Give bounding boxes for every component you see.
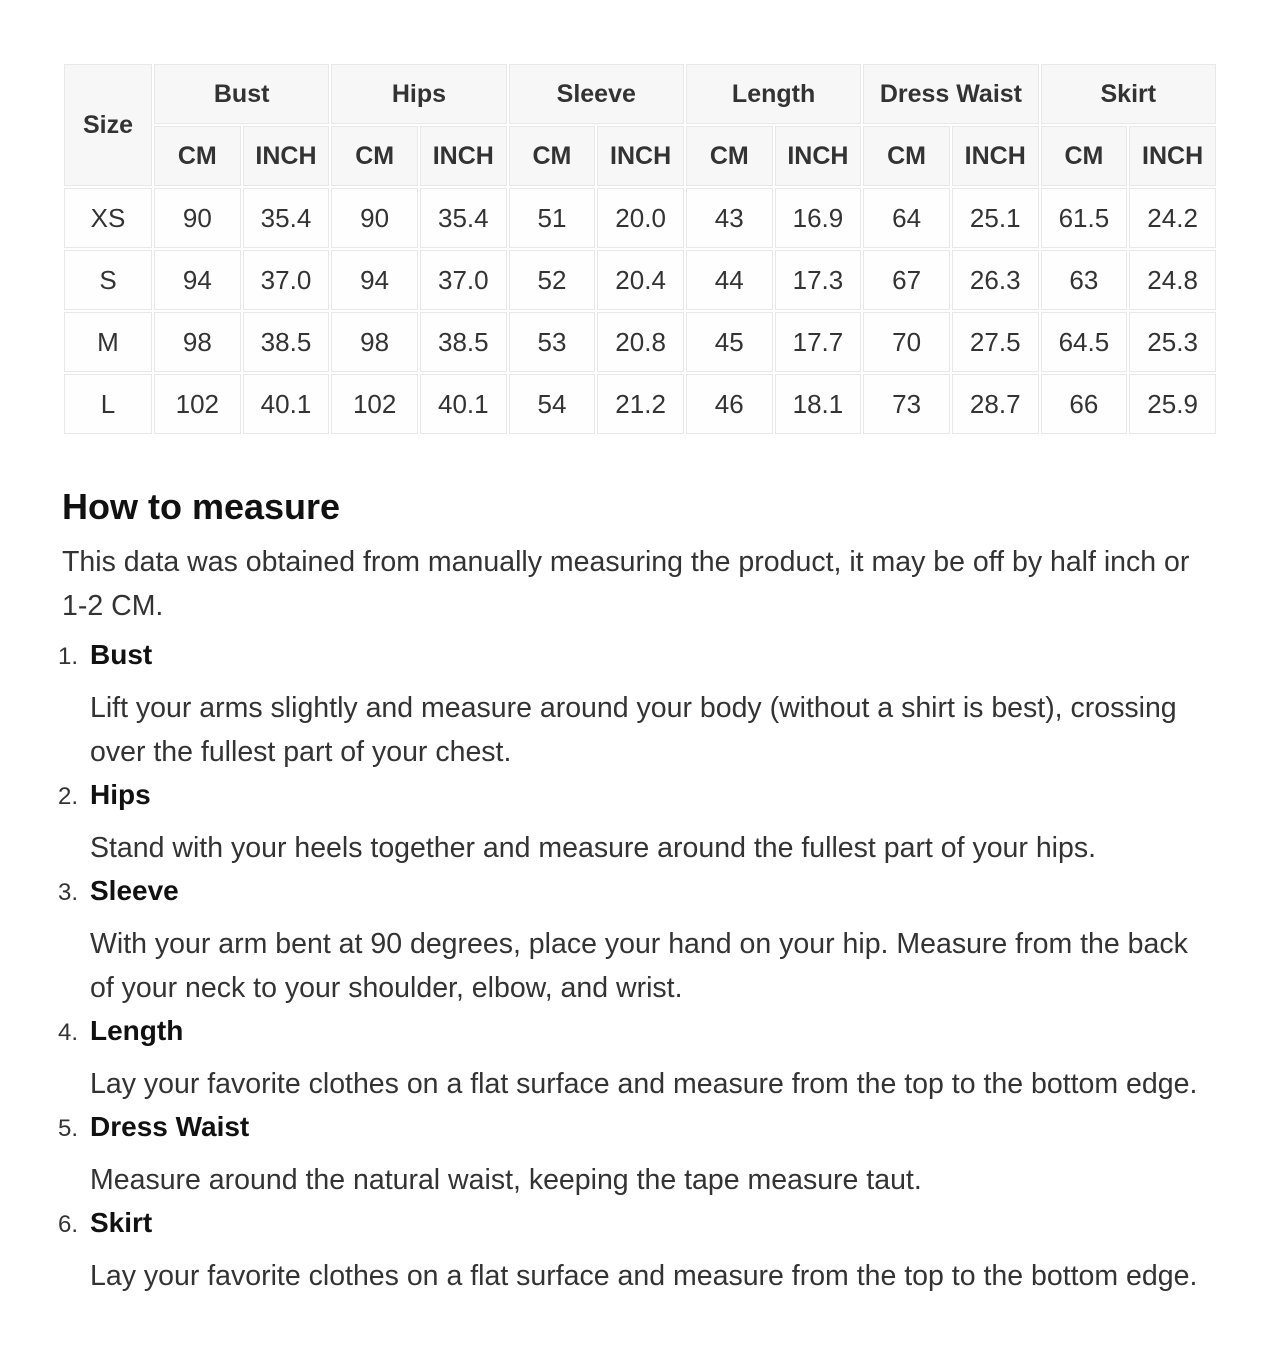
value-cell: 102	[331, 374, 418, 434]
item-term: Dress Waist	[90, 1111, 250, 1142]
size-label: S	[64, 250, 152, 310]
group-header-hips: Hips	[331, 64, 506, 124]
unit-header-cm: CM	[154, 126, 241, 186]
item-description: With your arm bent at 90 degrees, place your hand on your hip. Measure from the back of your neck to your shoulder, elbow, and wrist.	[90, 928, 1188, 1004]
item-description: Lay your favorite clothes on a flat surface and measure from the top to the bottom edge.	[90, 1260, 1198, 1292]
value-cell: 26.3	[952, 250, 1039, 310]
value-cell: 38.5	[243, 312, 330, 372]
size-label: M	[64, 312, 152, 372]
item-description: Lift your arms slightly and measure around your body (without a shirt is best), crossing over the fullest part of your chest.	[90, 692, 1177, 768]
unit-header-inch: INCH	[243, 126, 330, 186]
item-number: 5.	[58, 1115, 79, 1142]
value-cell: 21.2	[597, 374, 684, 434]
value-cell: 20.8	[597, 312, 684, 372]
value-cell: 20.0	[597, 188, 684, 248]
item-number: 4.	[58, 1019, 79, 1046]
group-header-length: Length	[686, 64, 861, 124]
value-cell: 24.2	[1129, 188, 1216, 248]
value-cell: 44	[686, 250, 773, 310]
measure-list	[58, 639, 1218, 1298]
unit-header-cm: CM	[509, 126, 596, 186]
item-term: Hips	[90, 779, 151, 810]
unit-header-inch: INCH	[597, 126, 684, 186]
value-cell: 90	[154, 188, 241, 248]
unit-header-cm: CM	[331, 126, 418, 186]
value-cell: 67	[863, 250, 950, 310]
value-cell: 40.1	[420, 374, 507, 434]
value-cell: 28.7	[952, 374, 1039, 434]
value-cell: 20.4	[597, 250, 684, 310]
item-description: Measure around the natural waist, keeping the tape measure taut.	[90, 1164, 922, 1196]
unit-header-inch: INCH	[775, 126, 862, 186]
size-label: XS	[64, 188, 152, 248]
value-cell: 25.9	[1129, 374, 1216, 434]
group-header-bust: Bust	[154, 64, 329, 124]
value-cell: 37.0	[420, 250, 507, 310]
value-cell: 63	[1041, 250, 1128, 310]
item-term: Bust	[90, 639, 153, 670]
value-cell: 64	[863, 188, 950, 248]
unit-header-inch: INCH	[952, 126, 1039, 186]
unit-header-inch: INCH	[420, 126, 507, 186]
measure-item-sleeve	[58, 875, 1218, 1010]
measure-item-dress-waist	[58, 1111, 1218, 1202]
item-term: Sleeve	[90, 875, 179, 906]
measure-item-skirt	[58, 1207, 1218, 1298]
value-cell: 25.1	[952, 188, 1039, 248]
value-cell: 16.9	[775, 188, 862, 248]
size-chart-table	[62, 62, 1218, 436]
value-cell: 24.8	[1129, 250, 1216, 310]
group-header-skirt: Skirt	[1041, 64, 1216, 124]
value-cell: 53	[509, 312, 596, 372]
measure-item-length	[58, 1015, 1218, 1106]
value-cell: 102	[154, 374, 241, 434]
unit-header-cm: CM	[1041, 126, 1128, 186]
value-cell: 45	[686, 312, 773, 372]
value-cell: 38.5	[420, 312, 507, 372]
size-column-header: Size	[64, 64, 152, 186]
value-cell: 73	[863, 374, 950, 434]
value-cell: 94	[154, 250, 241, 310]
measure-item-hips	[58, 779, 1218, 870]
value-cell: 98	[331, 312, 418, 372]
value-cell: 17.7	[775, 312, 862, 372]
value-cell: 18.1	[775, 374, 862, 434]
size-label: L	[64, 374, 152, 434]
group-header-dress-waist: Dress Waist	[863, 64, 1038, 124]
value-cell: 25.3	[1129, 312, 1216, 372]
size-row-s	[64, 250, 1216, 310]
value-cell: 70	[863, 312, 950, 372]
value-cell: 94	[331, 250, 418, 310]
value-cell: 40.1	[243, 374, 330, 434]
value-cell: 17.3	[775, 250, 862, 310]
item-description: Lay your favorite clothes on a flat surface and measure from the top to the bottom edge.	[90, 1068, 1198, 1100]
item-number: 3.	[58, 879, 79, 906]
item-term: Length	[90, 1015, 184, 1046]
group-header-row	[64, 64, 1216, 124]
value-cell: 27.5	[952, 312, 1039, 372]
value-cell: 35.4	[243, 188, 330, 248]
group-header-sleeve: Sleeve	[509, 64, 684, 124]
intro-paragraph: This data was obtained from manually measuring the product, it may be off by half inch or 1-2 CM.	[62, 546, 1190, 622]
value-cell: 35.4	[420, 188, 507, 248]
value-cell: 64.5	[1041, 312, 1128, 372]
value-cell: 43	[686, 188, 773, 248]
value-cell: 98	[154, 312, 241, 372]
size-row-m	[64, 312, 1216, 372]
item-description: Stand with your heels together and measure around the fullest part of your hips.	[90, 832, 1097, 864]
item-term: Skirt	[90, 1207, 153, 1238]
measure-item-bust	[58, 639, 1218, 774]
size-row-xs	[64, 188, 1216, 248]
value-cell: 66	[1041, 374, 1128, 434]
value-cell: 54	[509, 374, 596, 434]
size-row-l	[64, 374, 1216, 434]
item-number: 2.	[58, 783, 79, 810]
value-cell: 46	[686, 374, 773, 434]
item-number: 1.	[58, 643, 79, 670]
unit-header-cm: CM	[863, 126, 950, 186]
unit-header-inch: INCH	[1129, 126, 1216, 186]
value-cell: 52	[509, 250, 596, 310]
unit-header-cm: CM	[686, 126, 773, 186]
unit-header-row	[64, 126, 1216, 186]
section-title: How to measure	[62, 486, 341, 527]
item-number: 6.	[58, 1211, 79, 1238]
value-cell: 90	[331, 188, 418, 248]
value-cell: 51	[509, 188, 596, 248]
value-cell: 61.5	[1041, 188, 1128, 248]
value-cell: 37.0	[243, 250, 330, 310]
